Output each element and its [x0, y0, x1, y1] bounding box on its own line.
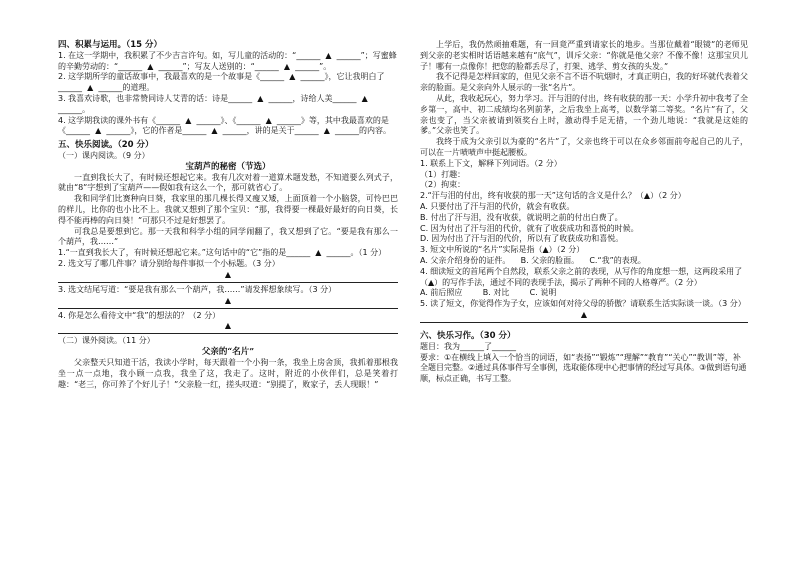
answer-line[interactable] [58, 270, 398, 283]
answer-line[interactable] [58, 296, 398, 309]
reading-question-2: 2. 选文写了哪几件事？请分别给每件事拟一个小标题。（3 分） [58, 258, 280, 268]
question-2-4: 4. 细读短文的首尾两个自然段，联系父亲之前的表现，从写作的角度想一想，这两段采用了（▲）的写作手法，通过不同的表现手法，揭示了两种不同的人格尊严。（2 分） [420, 266, 743, 287]
answer-marker: ▲ [224, 295, 232, 305]
essay-requirements: 要求：①在横线上填入一个恰当的词语，如“表扬”“锻炼”“理解”“教育”“关心”“教训”等，补全题目完整。②通过具体事件写全事例，选取能体现中心把事情的经过写具体。③做到语句通顺，标点正确，书写工整。 [420, 352, 747, 384]
section-6-title: 六、快乐习作。（30 分） [420, 330, 516, 341]
question-4-1: 1. 在这一学期中，我积累了不少吉言许句。如，写儿童的活动的：“______ ▲ ______”；写蜜蜂的辛勤劳动的：“______ ▲ ______”；写友人送别的：“______ ▲ ______”。 [58, 50, 397, 71]
passage-2-paragraph: 上学后，我仍然顽抽难题，有一回竟严重到请家长的地步。当那位戴着“眼镜”的老师见到父亲的老实相时话语越来越有“底气”，训斥父亲：“你就是他父亲？不像不像！这那宝贝儿子！哪有一点像你！把您的脸都丢尽了，打架、逃学、剪女孩的头发。” [420, 40, 748, 71]
left-column [58, 40, 398, 390]
passage-1-title: 宝葫芦的秘密（节选） [185, 161, 271, 172]
question-4-3: 3. 我喜欢诗歌，也非常赞同诗人艾青的话：诗是______ ▲ ______，诗给人美______ ▲ ______。 [58, 93, 373, 114]
passage-2-paragraph: 父亲整天只知道干活，我读小学时，每天跟着一个小狗一条，我坐上房舍顶，我抓着那根我坐一点一点地，我小顾一点我，我坐了这，我走了。这时，附近的小伙伴们，总是笑着打趣：“老三，你可养了个好儿子！”父亲脸一红，搓头叹道：“别提了，败家子，丢人现眼！” [58, 357, 398, 389]
option-c: C. 因为付出了汗与泪的代价，就有了收获成功和喜悦的时候。 [420, 223, 639, 233]
passage-2-paragraph: 我终于成为父亲引以为豪的“名片”了，父亲也终于可以在众乡邻面前夸起自己的儿子，可以在一片啧啧声中挺起腰板。 [420, 137, 748, 157]
reading-question-1: 1.“一直到我长大了，有时候还想起它来。”这句话中的“它”指的是______ ▲ ______。（1 分） [58, 248, 387, 258]
option-a: A. 只要付出了汗与泪的代价，就会有收获。 [420, 201, 575, 211]
word-item-1: （1）打趣： [420, 169, 466, 179]
answer-line[interactable] [420, 310, 748, 323]
question-2-4-options: A. 前后照应 B. 对比 C. 说明 [420, 288, 557, 298]
answer-marker: ▲ [224, 269, 232, 279]
reading-question-3: 3. 选文结尾写道：“要是我有那么一个葫芦，我……”请发挥想象续写。（3 分） [58, 284, 337, 294]
question-4-2: 2. 这学期所学的童话故事中，我最喜欢的是一个故事是《______ ▲ ______》，它让我明白了______ ▲ ______的道理。 [58, 72, 385, 93]
subsection-extra-reading: （二）课外阅读。（11 分） [58, 336, 155, 346]
reading-question-4: 4. 你是怎么看待文中“我”的想法的？（2 分） [58, 310, 221, 320]
passage-2-paragraph: 从此，我收起玩心，努力学习。汗与泪的付出，终有收获的那一天：小学升初中我考了全乡第一，高中、初二成绩均名列前茅，之后我坐上高考，以数学第二等奖。“名片”有了，父亲也变了，当父亲被请到领奖台上时，激动得手足无措，一个劲儿地说：“我就是这娃的爹。”父亲也笑了。 [420, 93, 748, 136]
question-2-2: 2.“汗与泪的付出，终有收获的那一天”这句话的含义是什么？（▲）（2 分） [420, 191, 686, 201]
passage-1-paragraph: 一直到我长大了，有时候还想起它来。我有几次对着一道算术题发愁，不知道要么列式子，就由“8”字想到了宝葫芦——假如我有这么一个，那可就省心了。 [58, 172, 398, 193]
question-2-3: 3. 短文中所说的“名片”实际是指（▲）（2 分） [420, 245, 585, 255]
passage-2-paragraph: 我不记得是怎样回家的，但见父亲不言不语不吭烟时，才真正明白，我的好坏就代表着父亲的脸面。是父亲向外人展示的一张“名片”。 [420, 72, 748, 93]
subsection-inclass-reading: （一）课内阅读。（9 分） [58, 150, 150, 160]
question-2-3-options: A. 父亲介绍身份的证件。 B. 父亲的脸面。 C.“我”的表现。 [420, 255, 646, 265]
question-4-4: 4. 这学期我读的课外书有《______ ▲ ______》、《______ ▲ ______》等，其中我最喜欢的是《______ ▲ ______》，它的作者是______ ▲ ______，讲的是关于______ ▲ ______的内容。 [58, 115, 391, 136]
passage-1-paragraph: 我和同学们比赛种向日葵，我家里的那几棵长得又瘦又矮，上面顶着一个小脑袋，可怜巴巴的样儿，比你的也小比不上。我就又想到了那个宝贝：“那，我得要一棵最好最好的向日葵，长得不能再棒的向日葵！”可那只不过是好想罢了。 [58, 194, 398, 225]
passage-2-title: 父亲的“名片” [201, 347, 255, 358]
section-4-title: 四、积累与运用。（15 分） [58, 40, 163, 50]
answer-marker: ▲ [224, 321, 232, 331]
answer-marker: ▲ [580, 309, 588, 319]
section-5-title: 五、快乐阅读。（20 分） [58, 140, 154, 151]
answer-line[interactable] [58, 321, 398, 334]
question-2-1: 1. 联系上下文，解释下列词语。（2 分） [420, 158, 562, 168]
option-b: B. 付出了汗与泪，没有收获，就说明之前的付出白费了。 [420, 212, 623, 222]
essay-title: 题目：我为______了______ [420, 341, 516, 351]
word-item-2: （2）拘束： [420, 180, 466, 190]
right-column [420, 40, 748, 385]
question-2-5: 5. 读了短文，你觉得作为子女，应该如何对待父母的骄傲？请联系生活实际谈一谈。（3 分） [420, 299, 746, 309]
option-d: D. 因为付出了汗与泪的代价，所以有了收获成功和喜悦。 [420, 234, 624, 244]
passage-1-paragraph: 可我总是要想到它。那一天我和科学小组的同学闹翻了，我又想到了它。“要是我有那么一个葫芦，我……” [58, 226, 398, 247]
